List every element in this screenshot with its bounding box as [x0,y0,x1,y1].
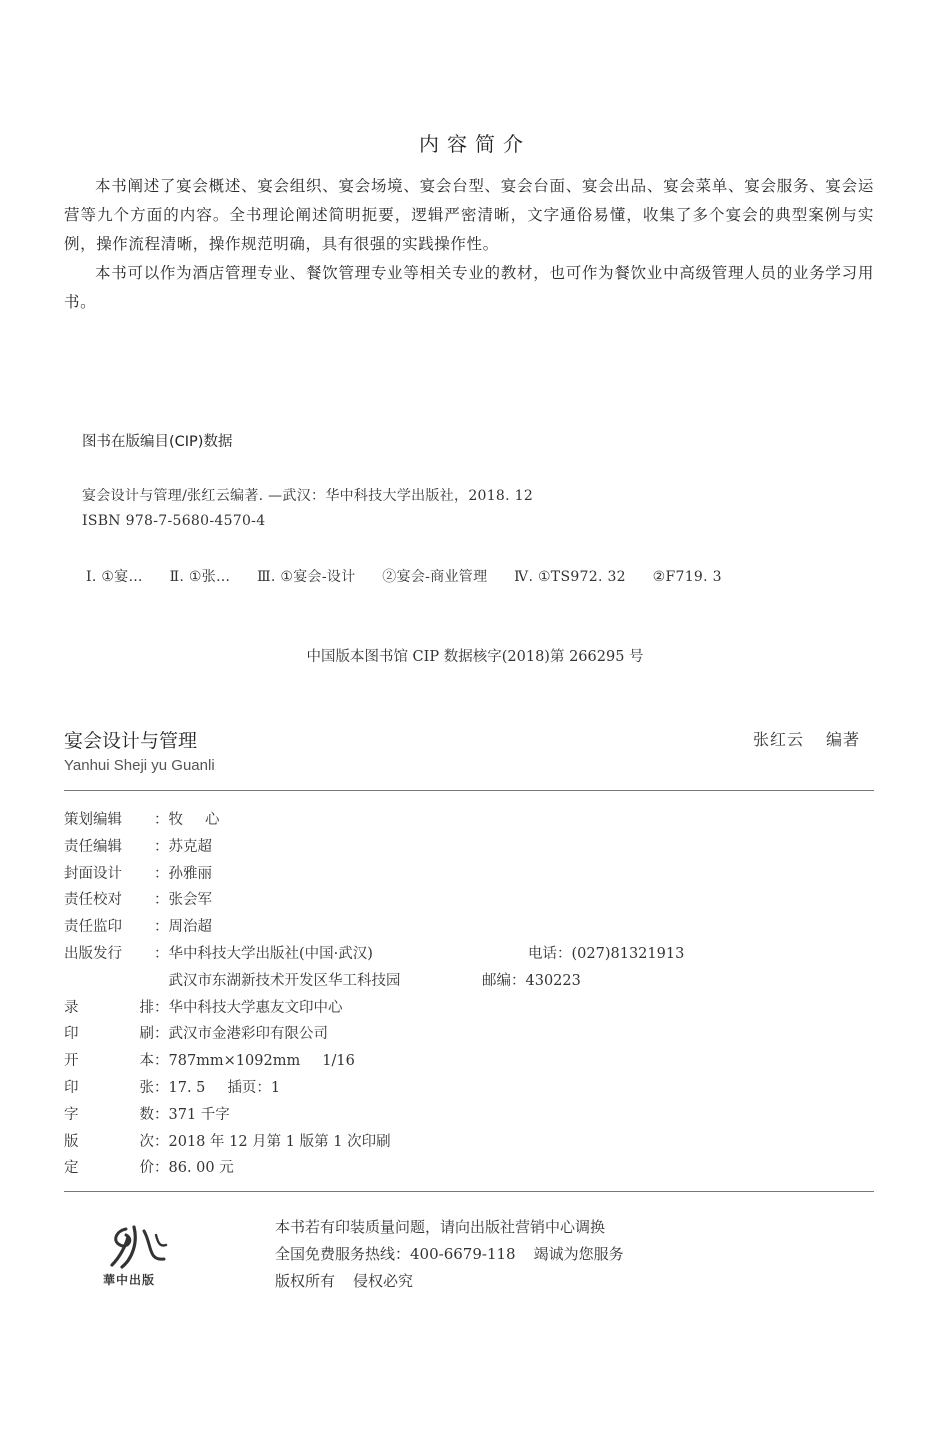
credit-row: 责任监印 ： 周治超 [64,914,874,941]
credit-label: 字 数 [64,1106,154,1123]
cip-record: 宴会设计与管理/张红云编著. —武汉：华中科技大学出版社，2018. 12 [82,488,534,504]
credit-value: 武汉市金港彩印有限公司 [168,1026,328,1043]
credit-row: 字 数 ： 371 千字 [64,1102,874,1129]
credit-label [64,968,154,995]
intro-title: 内容简介 [419,132,531,156]
credit-value: 牧 心 [168,812,220,828]
cip-class-item: Ⅱ. ①张… [169,569,231,585]
notice-line: 全国免费服务热线：400-6679-118 竭诚为您服务 [275,1245,624,1263]
book-title: 宴会设计与管理 [64,730,198,752]
intro-text [64,172,874,317]
credit-label: 印 刷 [64,1026,154,1043]
credit-label: 策划编辑 [64,812,122,828]
credit-label: 录 排 [64,999,154,1016]
credit-label: 版 次 [64,1133,154,1150]
credit-value: 张会军 [168,892,212,909]
publisher-postcode: 邮编：430223 [482,972,581,989]
credit-row: 责任编辑 ： 苏克超 [64,834,874,861]
credit-row: 定 价 ： 86. 00 元 [64,1155,874,1182]
credit-value: 周治超 [168,919,212,936]
credit-value: 孙雅丽 [168,865,212,882]
publisher-logo-text: 華中出版 [103,1273,156,1287]
credit-label: 责任监印 [64,919,122,936]
cip-class-item: ②F719. 3 [652,569,722,585]
credit-value: 2018 年 12 月第 1 版第 1 次印刷 [168,1133,391,1150]
credit-label: 封面设计 [64,865,122,882]
credit-value: 371 千字 [168,1106,230,1123]
credit-value: 华中科技大学出版社(中国·武汉) [168,945,373,962]
cip-isbn: ISBN 978-7-5680-4570-4 [82,513,266,529]
credit-row: 录 排 ： 华中科技大学惠友文印中心 [64,995,874,1022]
book-pinyin: Yanhui Sheji yu Guanli [64,757,215,774]
credit-row: 开 本 ： 787mm×1092mm 1/16 [64,1048,874,1075]
intro-paragraph: 本书阐述了宴会概述、宴会组织、宴会场境、宴会台型、宴会台面、宴会出品、宴会菜单、宴会服务、宴会运营等九个方面的内容。全书理论阐述简明扼要，逻辑严密清晰，文字通俗易懂，收集了多个宴会的典型案例与实例，操作流程清晰，操作规范明确，具有很强的实践操作性。 [64,177,874,253]
cip-class-item: Ⅰ. ①宴… [86,569,143,585]
cip-check-number: 中国版本图书馆 CIP 数据核字(2018)第 266295 号 [306,649,644,665]
divider [64,790,874,791]
cip-class-item: Ⅲ. ①宴会-设计 [257,569,356,585]
credit-row: 封面设计 ： 孙雅丽 [64,861,874,888]
credit-row: 版 次 ： 2018 年 12 月第 1 版第 1 次印刷 [64,1129,874,1156]
credit-row: 印 张 ： 17. 5 插页：1 [64,1075,874,1102]
credit-row: 出版发行 ： 华中科技大学出版社(中国·武汉) 电话：(027)81321913 [64,941,874,968]
author-line [753,727,860,750]
cip-classification [86,566,744,586]
credit-label: 定 价 [64,1160,154,1177]
credit-value: 苏克超 [168,838,212,855]
author-name: 张红云 [752,730,804,749]
credit-row [64,968,874,995]
intro-paragraph: 本书可以作为酒店管理专业、餐饮管理专业等相关专业的教材，也可作为餐饮业中高级管理人员的业务学习用书。 [64,264,874,311]
credit-row: 印 刷 ： 武汉市金港彩印有限公司 [64,1021,874,1048]
credit-value: 787mm×1092mm 1/16 [168,1053,355,1070]
credit-value: 17. 5 插页：1 [168,1079,281,1096]
author-role: 编著 [825,730,860,749]
cip-class-item: ②宴会-商业管理 [382,569,488,585]
credit-value: 86. 00 元 [168,1160,234,1177]
credit-label: 开 本 [64,1053,154,1070]
divider [64,1191,874,1192]
credit-row: 责任校对 ： 张会军 [64,887,874,914]
credit-label: 责任编辑 [64,838,122,855]
cip-heading: 图书在版编目(CIP)数据 [82,434,233,450]
publisher-phone: 电话：(027)81321913 [528,945,685,962]
credit-label: 印 张 [64,1079,154,1096]
cip-class-item: Ⅳ. ①TS972. 32 [514,569,626,585]
credit-label: 责任校对 [64,892,122,909]
notice-block [275,1214,624,1295]
notice-line: 版权所有 侵权必究 [275,1272,414,1290]
credit-label: 出版发行 [64,945,122,962]
notice-line: 本书若有印装质量问题，请向出版社营销中心调换 [275,1218,606,1236]
credit-value: 华中科技大学惠友文印中心 [168,999,343,1016]
credit-value: 武汉市东湖新技术开发区华工科技园 [168,972,401,989]
credit-row: 策划编辑 ： 牧 心 [64,807,874,834]
credits-list [64,807,874,1182]
